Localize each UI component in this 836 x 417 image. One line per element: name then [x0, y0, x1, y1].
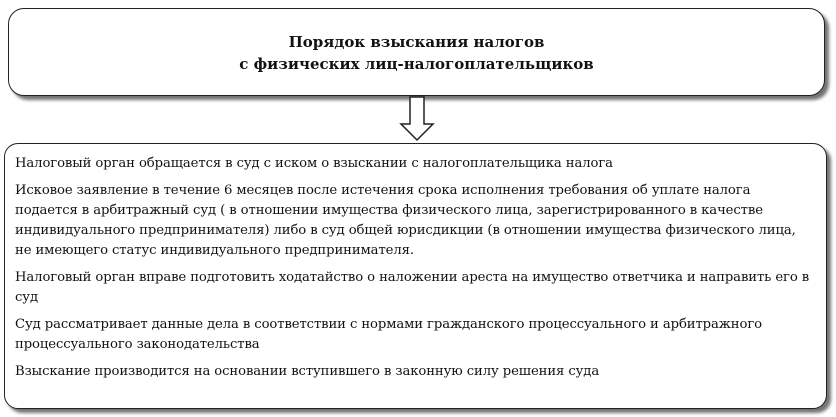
title-box	[8, 8, 825, 96]
steps-box	[4, 143, 827, 409]
down-arrow-icon	[399, 96, 435, 142]
title-line-2: с физических лиц-налогоплательщиков	[239, 55, 594, 73]
step-5: Взыскание производится на основании вступившего в законную силу решения суда	[15, 364, 600, 379]
step-3: Налоговый орган вправе подготовить ходатайство о наложении ареста на имущество ответчика и направить его в суд	[15, 270, 810, 305]
step-4: Суд рассматривает данные дела в соответствии с нормами гражданского процессуального и арбитражного процессуального законодательства	[15, 317, 762, 352]
title-line-1: Порядок взыскания налогов	[288, 33, 545, 51]
step-2: Исковое заявление в течение 6 месяцев после истечения срока исполнения требования об уплате налога подается в арбитражный суд ( в отношении имущества физического лица, зарегистрированного в качестве индивидуального предпринимателя) либо в суд общей юрисдикции (в отношении имущества физического лица, не имеющего статус индивидуального предпринимателя.	[15, 183, 796, 258]
step-1: Налоговый орган обращается в суд с иском о взыскании с налогоплательщика налога	[15, 156, 613, 171]
